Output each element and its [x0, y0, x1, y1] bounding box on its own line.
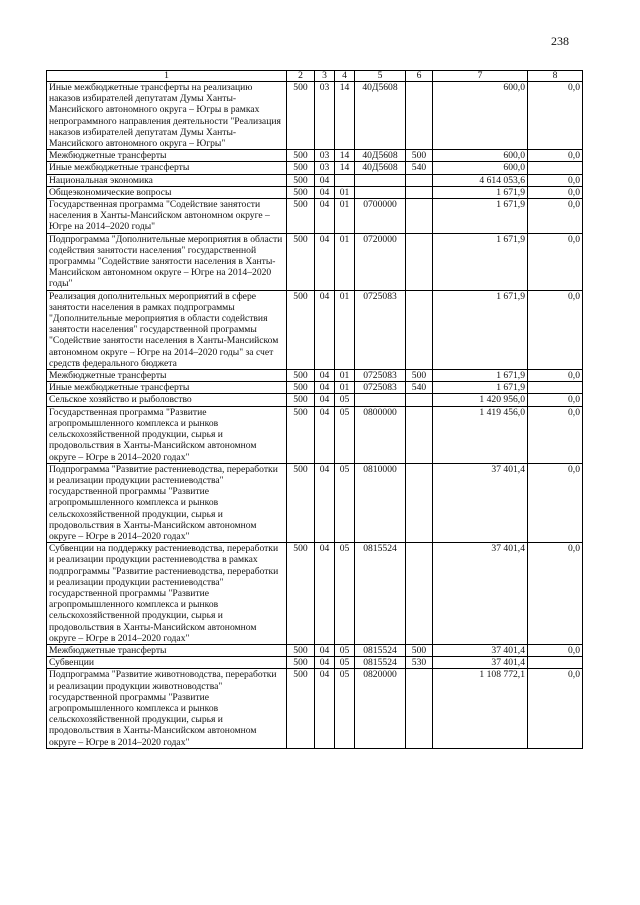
cell-name: Государственная программа "Содействие занятости населения в Ханты-Мансийском автономном округе – Югре на 2014–2020 годы" [47, 199, 287, 234]
cell-expense-type: 500 [406, 370, 433, 382]
table-row [47, 186, 583, 198]
cell-section: 03 [315, 150, 335, 162]
cell-percent: 0,0 [528, 186, 583, 198]
cell-subsection: 01 [335, 233, 355, 290]
table-row [47, 394, 583, 406]
cell-name: Национальная экономика [47, 174, 287, 186]
table-row [47, 199, 583, 234]
cell-section: 04 [315, 174, 335, 186]
cell-sum: 1 420 956,0 [433, 394, 528, 406]
cell-sum: 1 671,9 [433, 370, 528, 382]
header-cell: 1 [47, 71, 287, 82]
cell-sum: 1 671,9 [433, 186, 528, 198]
cell-target-article: 0725083 [355, 370, 406, 382]
cell-subsection: 05 [335, 463, 355, 542]
cell-percent: 0,0 [528, 463, 583, 542]
cell-target-article: 0700000 [355, 199, 406, 234]
cell-subsection: 05 [335, 644, 355, 656]
cell-sum: 1 671,9 [433, 290, 528, 369]
cell-code: 500 [287, 543, 315, 645]
cell-section: 03 [315, 82, 335, 150]
table-row [47, 463, 583, 542]
table-row [47, 150, 583, 162]
cell-subsection: 01 [335, 382, 355, 394]
cell-subsection: 14 [335, 162, 355, 174]
cell-percent: 0,0 [528, 543, 583, 645]
cell-expense-type: 540 [406, 382, 433, 394]
table-row [47, 174, 583, 186]
table-row [47, 657, 583, 669]
cell-sum: 600,0 [433, 82, 528, 150]
cell-code: 500 [287, 174, 315, 186]
cell-subsection: 05 [335, 543, 355, 645]
cell-target-article: 0725083 [355, 290, 406, 369]
cell-sum: 37 401,4 [433, 657, 528, 669]
cell-section: 04 [315, 233, 335, 290]
cell-name: Подпрограмма "Дополнительные мероприятия в области содействия занятости населения" государственной программы "Содействие занятости населения в Ханты-Мансийском автономном округе – Югре на 2014–2020 годы" [47, 233, 287, 290]
cell-percent [528, 382, 583, 394]
cell-expense-type [406, 543, 433, 645]
cell-percent: 0,0 [528, 290, 583, 369]
cell-subsection: 05 [335, 406, 355, 463]
cell-expense-type [406, 233, 433, 290]
cell-subsection [335, 174, 355, 186]
cell-code: 500 [287, 463, 315, 542]
cell-section: 04 [315, 463, 335, 542]
cell-section: 04 [315, 669, 335, 748]
cell-percent: 0,0 [528, 394, 583, 406]
cell-name: Субвенции [47, 657, 287, 669]
table-row [47, 406, 583, 463]
cell-target-article: 0815524 [355, 657, 406, 669]
cell-expense-type [406, 406, 433, 463]
cell-name: Подпрограмма "Развитие растениеводства, переработки и реализации продукции растениеводства" государственной программы "Развитие агропромышленного комплекса и рынков сельскохозяйственной продукции, сырья и продовольствия в Ханты-Мансийском автономном округе – Югре в 2014–2020 годах" [47, 463, 287, 542]
cell-section: 04 [315, 199, 335, 234]
cell-sum: 37 401,4 [433, 543, 528, 645]
header-cell: 4 [335, 71, 355, 82]
cell-subsection: 01 [335, 290, 355, 369]
cell-expense-type [406, 394, 433, 406]
table-row [47, 233, 583, 290]
cell-subsection: 05 [335, 394, 355, 406]
cell-code: 500 [287, 233, 315, 290]
cell-name: Общеэкономические вопросы [47, 186, 287, 198]
cell-sum: 1 671,9 [433, 382, 528, 394]
table-row [47, 370, 583, 382]
table-row [47, 82, 583, 150]
table-row [47, 669, 583, 748]
header-cell: 5 [355, 71, 406, 82]
header-cell: 8 [528, 71, 583, 82]
cell-code: 500 [287, 669, 315, 748]
cell-name: Иные межбюджетные трансферты на реализацию наказов избирателей депутатам Думы Ханты-Мансийского автономного округа – Югры в рамках непрограммного направления деятельности "Реализация наказов избирателей депутатам Думы Ханты-Мансийского автономного округа – Югры" [47, 82, 287, 150]
cell-target-article: 0815524 [355, 644, 406, 656]
cell-name: Государственная программа "Развитие агропромышленного комплекса и рынков сельскохозяйственной продукции, сырья и продовольствия в Ханты-Мансийском автономном округе – Югре в 2014–2020 годах" [47, 406, 287, 463]
cell-expense-type [406, 669, 433, 748]
cell-section: 04 [315, 382, 335, 394]
cell-code: 500 [287, 150, 315, 162]
table-row [47, 382, 583, 394]
cell-code: 500 [287, 382, 315, 394]
budget-table [46, 70, 583, 749]
cell-percent: 0,0 [528, 199, 583, 234]
cell-target-article: 0815524 [355, 543, 406, 645]
cell-sum: 1 108 772,1 [433, 669, 528, 748]
header-cell: 6 [406, 71, 433, 82]
cell-name: Реализация дополнительных мероприятий в сфере занятости населения в рамках подпрограммы "Дополнительные мероприятия в области содействия занятости населения" государственной программы "Содействие занятости населения в Ханты-Мансийском автономном округе – Югре на 2014–2020 годы" за счет средств федерального бюджета [47, 290, 287, 369]
cell-section: 04 [315, 406, 335, 463]
cell-expense-type [406, 174, 433, 186]
cell-percent: 0,0 [528, 233, 583, 290]
cell-subsection: 01 [335, 199, 355, 234]
cell-name: Межбюджетные трансферты [47, 644, 287, 656]
cell-name: Подпрограмма "Развитие животноводства, переработки и реализации продукции животноводства" государственной программы "Развитие агропромышленного комплекса и рынков сельскохозяйственной продукции, сырья и продовольствия в Ханты-Мансийском автономном округе – Югре в 2014–2020 годах" [47, 669, 287, 748]
cell-percent: 0,0 [528, 150, 583, 162]
cell-percent: 0,0 [528, 406, 583, 463]
cell-section: 03 [315, 162, 335, 174]
cell-code: 500 [287, 370, 315, 382]
cell-code: 500 [287, 394, 315, 406]
cell-expense-type [406, 290, 433, 369]
cell-target-article: 40Д5608 [355, 150, 406, 162]
cell-target-article: 0725083 [355, 382, 406, 394]
cell-sum: 37 401,4 [433, 644, 528, 656]
cell-name: Иные межбюджетные трансферты [47, 382, 287, 394]
cell-sum: 1 419 456,0 [433, 406, 528, 463]
cell-target-article: 40Д5608 [355, 82, 406, 150]
cell-sum: 600,0 [433, 162, 528, 174]
table-row [47, 644, 583, 656]
cell-expense-type [406, 463, 433, 542]
cell-expense-type [406, 186, 433, 198]
cell-target-article: 0820000 [355, 669, 406, 748]
cell-percent: 0,0 [528, 174, 583, 186]
cell-code: 500 [287, 82, 315, 150]
cell-expense-type: 540 [406, 162, 433, 174]
cell-percent: 0,0 [528, 370, 583, 382]
cell-name: Сельское хозяйство и рыболовство [47, 394, 287, 406]
page-number: 238 [551, 34, 569, 48]
cell-target-article: 0800000 [355, 406, 406, 463]
cell-name: Межбюджетные трансферты [47, 370, 287, 382]
cell-code: 500 [287, 406, 315, 463]
header-cell: 3 [315, 71, 335, 82]
cell-target-article [355, 394, 406, 406]
cell-target-article [355, 186, 406, 198]
header-row [47, 71, 583, 82]
cell-section: 04 [315, 644, 335, 656]
cell-sum: 1 671,9 [433, 233, 528, 290]
cell-subsection: 01 [335, 370, 355, 382]
cell-subsection: 14 [335, 150, 355, 162]
cell-section: 04 [315, 657, 335, 669]
cell-section: 04 [315, 394, 335, 406]
header-cell: 2 [287, 71, 315, 82]
cell-subsection: 14 [335, 82, 355, 150]
cell-sum: 600,0 [433, 150, 528, 162]
cell-subsection: 05 [335, 669, 355, 748]
cell-code: 500 [287, 162, 315, 174]
cell-sum: 1 671,9 [433, 199, 528, 234]
cell-subsection: 01 [335, 186, 355, 198]
cell-sum: 4 614 053,6 [433, 174, 528, 186]
cell-name: Субвенции на поддержку растениеводства, переработки и реализации продукции растениеводства в рамках подпрограммы "Развитие растениеводства, переработки и реализации продукции растениеводства" государственной программы "Развитие агропромышленного комплекса и рынков сельскохозяйственной продукции, сырья и продовольствия в Ханты-Мансийском автономном округе – Югре в 2014–2020 годах" [47, 543, 287, 645]
cell-target-article [355, 174, 406, 186]
cell-section: 04 [315, 543, 335, 645]
cell-expense-type: 500 [406, 150, 433, 162]
cell-expense-type: 530 [406, 657, 433, 669]
cell-code: 500 [287, 644, 315, 656]
cell-code: 500 [287, 199, 315, 234]
cell-name: Иные межбюджетные трансферты [47, 162, 287, 174]
cell-percent: 0,0 [528, 82, 583, 150]
cell-target-article: 40Д5608 [355, 162, 406, 174]
header-cell: 7 [433, 71, 528, 82]
cell-section: 04 [315, 290, 335, 369]
cell-sum: 37 401,4 [433, 463, 528, 542]
table-row [47, 543, 583, 645]
cell-code: 500 [287, 657, 315, 669]
cell-percent [528, 162, 583, 174]
cell-code: 500 [287, 186, 315, 198]
cell-subsection: 05 [335, 657, 355, 669]
cell-section: 04 [315, 370, 335, 382]
cell-name: Межбюджетные трансферты [47, 150, 287, 162]
cell-expense-type [406, 82, 433, 150]
cell-section: 04 [315, 186, 335, 198]
cell-percent [528, 657, 583, 669]
cell-percent: 0,0 [528, 669, 583, 748]
cell-expense-type: 500 [406, 644, 433, 656]
table-row [47, 162, 583, 174]
cell-expense-type [406, 199, 433, 234]
table-row [47, 290, 583, 369]
cell-target-article: 0810000 [355, 463, 406, 542]
cell-code: 500 [287, 290, 315, 369]
cell-target-article: 0720000 [355, 233, 406, 290]
cell-percent: 0,0 [528, 644, 583, 656]
